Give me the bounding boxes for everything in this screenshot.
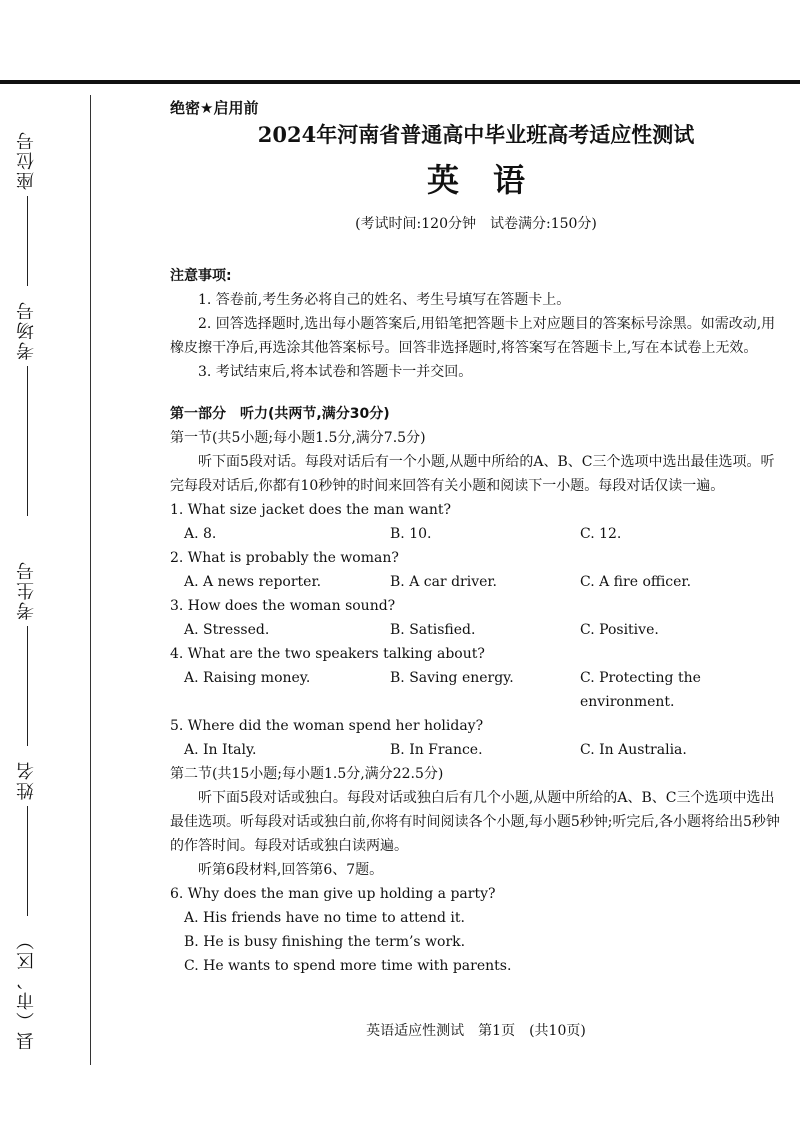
note-item: 1. 答卷前,考生务必将自己的姓名、考生号填写在答题卡上。 [198, 292, 571, 308]
exam-title: 2024年河南省普通高中毕业班高考适应性测试 [257, 122, 695, 147]
option-a: A. A news reporter. [184, 574, 322, 590]
option-b: B. Saving energy. [390, 670, 514, 686]
name-label: 姓名 [16, 760, 37, 800]
question-text: 2. What is probably the woman? [170, 550, 399, 566]
question-text: 5. Where did the woman spend her holiday? [170, 718, 484, 734]
option-c: C. Protecting the environment. [580, 670, 701, 710]
material-instruction: 听第6段材料,回答第6、7题。 [198, 862, 384, 878]
option-b: B. He is busy finishing the term’s work. [184, 934, 466, 950]
county-label: 县（市、区） [16, 930, 37, 1050]
note-item: 3. 考试结束后,将本试卷和答题卡一并交回。 [198, 364, 473, 380]
name-field [10, 760, 44, 916]
question-text: 3. How does the woman sound? [170, 598, 396, 614]
option-b: B. A car driver. [390, 574, 498, 590]
option-a: A. Stressed. [184, 622, 270, 638]
option-c: C. Positive. [580, 622, 659, 638]
exam-room-label: 考场号 [16, 300, 37, 360]
seat-number-field [10, 130, 44, 286]
exam-time-info: (考试时间:120分钟 试卷满分:150分) [355, 216, 597, 232]
section2-heading: 第二节(共15小题;每小题1.5分,满分22.5分) [170, 766, 444, 782]
exam-page-content [170, 96, 782, 978]
option-c: C. In Australia. [580, 742, 687, 758]
option-a: A. 8. [184, 526, 217, 542]
note-item: 2. 回答选择题时,选出每小题答案后,用铅笔把答题卡上对应题目的答案标号涂黑。如需改动,用橡皮擦干净后,再选涂其他答案标号。回答非选择题时,将答案写在答题卡上,写在本试卷上无效。 [170, 316, 776, 356]
exam-room-field [10, 300, 44, 516]
student-number-field [10, 560, 44, 746]
top-rule [0, 80, 800, 84]
section2-instructions: 听下面5段对话或独白。每段对话或独白后有几个小题,从题中所给的A、B、C三个选项中选出最佳选项。听每段对话或独白前,你将有时间阅读各个小题,每小题5秒钟;听完后,各小题将给出5秒钟的作答时间。每段对话或独白读两遍。 [170, 790, 780, 854]
option-c: C. A fire officer. [580, 574, 692, 590]
option-a: A. His friends have no time to attend it. [184, 910, 465, 926]
confidential-mark: 绝密★启用前 [170, 99, 259, 117]
question-text: 4. What are the two speakers talking about? [170, 646, 485, 662]
question-text: 1. What size jacket does the man want? [170, 502, 452, 518]
option-b: B. In France. [390, 742, 483, 758]
student-number-label: 考生号 [16, 560, 37, 620]
question-2 [170, 546, 782, 594]
option-a: A. Raising money. [184, 670, 311, 686]
option-c: C. 12. [580, 526, 622, 542]
option-a: A. In Italy. [184, 742, 257, 758]
seat-number-label: 座位号 [16, 130, 37, 190]
part1-heading: 第一部分 听力(共两节,满分30分) [170, 406, 390, 422]
section1-heading: 第一节(共5小题;每小题1.5分,满分7.5分) [170, 430, 426, 446]
question-6 [170, 882, 782, 978]
option-c: C. He wants to spend more time with parents. [184, 958, 512, 974]
question-1 [170, 498, 782, 546]
question-text: 6. Why does the man give up holding a party? [170, 886, 496, 902]
question-3 [170, 594, 782, 642]
option-b: B. 10. [390, 526, 432, 542]
subject-title: 英语 [426, 161, 559, 199]
page-footer: 英语适应性测试 第1页 (共10页) [366, 1023, 586, 1039]
question-5 [170, 714, 782, 762]
question-4 [170, 642, 782, 714]
section1-instructions: 听下面5段对话。每段对话后有一个小题,从题中所给的A、B、C三个选项中选出最佳选项。听完每段对话后,你都有10秒钟的时间来回答有关小题和阅读下一小题。每段对话仅读一遍。 [170, 454, 775, 494]
notes-heading: 注意事项: [170, 268, 232, 284]
option-b: B. Satisfied. [390, 622, 476, 638]
county-field [10, 930, 44, 1050]
binding-line [90, 95, 91, 1065]
